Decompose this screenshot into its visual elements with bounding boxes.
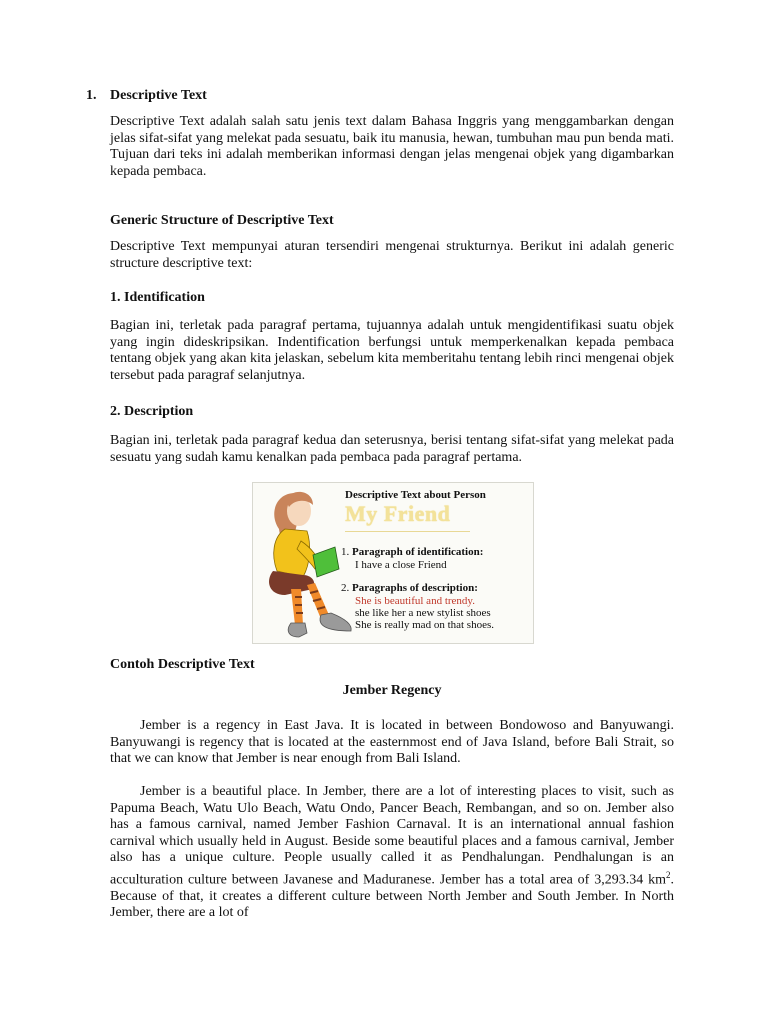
description-paragraph: Bagian ini, terletak pada paragraf kedua dan seterusnya, berisi tentang sifat-sifat yang melekat pada sesuatu yang sudah kamu kenalkan pada pembaca pada paragraf pertama. [110, 433, 674, 465]
identification-heading: 1. Identification [110, 290, 205, 305]
illustration-description-line: She is really mad on that shoes. [355, 619, 495, 631]
illustration-description-line: She is beautiful and trendy. [355, 595, 475, 607]
illustration-title: Descriptive Text about Person [345, 489, 486, 501]
section-number: 1. [86, 88, 97, 103]
example-subtitle: Jember Regency [342, 683, 442, 698]
area-superscript: 2 [666, 869, 671, 880]
description-heading: 2. Description [110, 404, 194, 419]
example-paragraph-2-part-b: . Because of that, it creates a different culture between North Jember and South Jember. In North Jember, there are a lot of [110, 872, 674, 921]
illustration-big-title: My Friend [345, 501, 451, 526]
example-paragraph-2 [110, 784, 674, 922]
identification-paragraph: Bagian ini, terletak pada paragraf pertama, tujuannya adalah untuk mengidentifikasi suatu objek yang ingin dideskripsikan. Indentification berfungsi untuk memperkenalkan kepada pembaca tentang objek yang akan kita jelaskan, sebelum kita memberitahu tentang lebih rinci mengenai objek tersebut pada paragraf selanjutnya. [110, 318, 674, 383]
generic-structure-heading: Generic Structure of Descriptive Text [110, 213, 334, 228]
illustration-identification-text: I have a close Friend [355, 559, 447, 571]
illustration-item-label: Paragraphs of description: [352, 582, 478, 594]
illustration-divider [345, 531, 470, 532]
descriptive-text-illustration [252, 482, 534, 644]
section-heading-descriptive-text [86, 88, 207, 104]
example-paragraph-2-part-a: Jember is a beautiful place. In Jember, there are a lot of interesting places to visit, such as Papuma Beach, Watu Ulo Beach, Watu Ondo, Pancer Beach, Rembangan, and so on. Jember also has a famous carnival, named Jember Fashion Carnaval. It is an international annual fashion carnival which usually held in August. Beside some beautiful places and a famous carnival, Jember also has a unique culture. People usually called it as Pendhalungan. Pendhalungan is an acculturation culture between Javanese and Maduranese. Jember has a total area of 3,293.34 km [110, 784, 674, 888]
illustration-item-label: Paragraph of identification: [352, 546, 484, 558]
illustration-item-number: 2. [341, 582, 350, 594]
illustration-description-line: she like her a new stylist shoes [355, 607, 491, 619]
illustration-item-identification [341, 546, 483, 558]
example-heading: Contoh Descriptive Text [110, 657, 255, 672]
illustration-item-description [341, 582, 478, 594]
example-paragraph-1: Jember is a regency in East Java. It is located in between Bondowoso and Banyuwangi. Banyuwangi is regency that is located at the easternmost end of Java Island, before Bali Strait, so that we can know that Jember is near enough from Bali Island. [110, 718, 674, 766]
illustration-item-number: 1. [341, 546, 350, 558]
generic-structure-paragraph: Descriptive Text mempunyai aturan tersendiri mengenai strukturnya. Berikut ini adalah generic structure descriptive text: [110, 239, 674, 271]
intro-paragraph: Descriptive Text adalah salah satu jenis text dalam Bahasa Inggris yang menggambarkan dengan jelas sifat-sifat yang melekat pada sesuatu, baik itu manusia, hewan, tumbuhan mau pun benda mati. Tujuan dari teks ini adalah memberikan informasi dengan jelas mengenai objek yang digambarkan kepada pembaca. [110, 114, 674, 179]
section-title: Descriptive Text [110, 88, 207, 103]
